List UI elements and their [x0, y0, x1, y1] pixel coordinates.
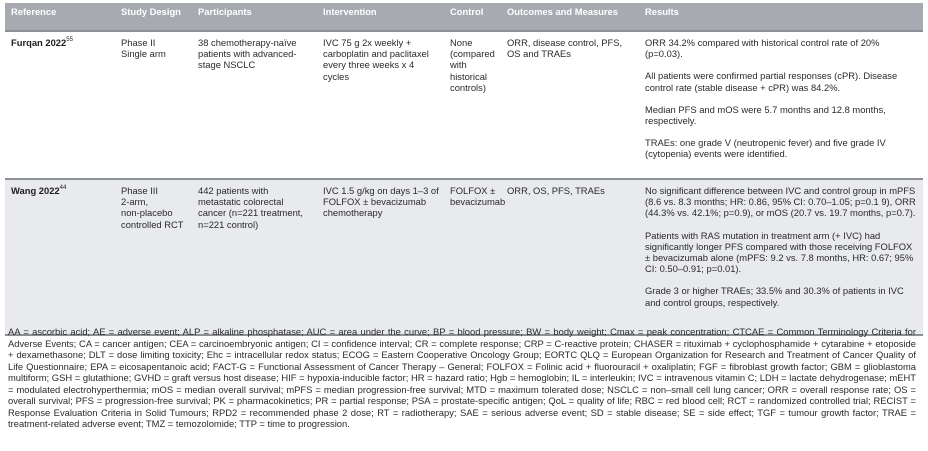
result-paragraph: TRAEs: one grade V (neutropenic fever) and five grade IV (cytopenia) events were identified. — [645, 137, 886, 160]
intervention-cell: IVC 1.5 g/kg on days 1–3 of FOLFOX ± bevacizumab chemotherapy — [317, 179, 444, 335]
header-row — [5, 3, 923, 31]
reference-name: Wang 2022 — [11, 185, 60, 196]
control-cell: None (compared with historical controls) — [444, 31, 501, 179]
col-header-intervention: Intervention — [317, 3, 444, 31]
col-header-outcomes: Outcomes and Measures — [501, 3, 639, 31]
result-paragraph: Patients with RAS mutation in treatment arm (+ IVC) had significantly longer PFS compared with those receiving FOLFOX ± bevacizumab alone (mPFS: 9.2 vs. 7.8 months, HR: 0.67; 95% CI: 0.50–0.91; p=0.01). — [645, 229, 914, 275]
reference-cell — [5, 31, 115, 179]
reference-citation: 55 — [66, 37, 73, 43]
result-paragraph: Grade 3 or higher TRAEs; 33.5% and 30.3% of patients in IVC and control groups, respectively. — [645, 285, 904, 308]
design-text: Phase III 2-arm, non-placebo controlled RCT — [121, 185, 184, 230]
col-header-results: Results — [639, 3, 923, 31]
reference-name: Furqan 2022 — [11, 37, 67, 48]
col-header-control: Control — [444, 3, 501, 31]
results-cell — [639, 179, 923, 335]
intervention-cell: IVC 75 g 2x weekly + carboplatin and paclitaxel every three weeks x 4 cycles — [317, 31, 444, 179]
design-cell — [115, 31, 192, 179]
outcomes-cell: ORR, OS, PFS, TRAEs — [501, 179, 639, 335]
outcomes-cell: ORR, disease control, PFS, OS and TRAEs — [501, 31, 639, 179]
participants-cell: 442 patients with metastatic colorectal cancer (n=221 treatment, n=221 control) — [192, 179, 317, 335]
result-paragraph: All patients were confirmed partial responses (cPR). Disease control rate (stable disease + cPR) was 84.2%. — [645, 70, 898, 93]
result-paragraph: ORR 34.2% compared with historical control rate of 20% (p=0.03). — [645, 37, 880, 60]
result-paragraph: No significant difference between IVC and control group in mPFS (8.6 vs. 8.3 months; HR: 0.86, 95% CI: 0.70–1.05; p=0.1 9), ORR (44.3% vs. 42.1%; p=0.9), or mOS (20.7 vs. 19.7 months, p=0.7). — [645, 185, 916, 219]
result-paragraph: Median PFS and mOS were 5.7 months and 12.8 months, respectively. — [645, 103, 886, 127]
studies-table — [5, 3, 923, 336]
design-text: Phase II Single arm — [121, 37, 166, 60]
participants-cell: 38 chemotherapy-naïve patients with advanced-stage NSCLC — [192, 31, 317, 179]
design-cell — [115, 179, 192, 335]
results-cell — [639, 31, 923, 179]
reference-citation: 44 — [59, 185, 67, 191]
col-header-reference: Reference — [5, 3, 115, 31]
abbreviations-footnote: AA = ascorbic acid; AE = adverse event; ALP = alkaline phosphatase; AUC = area under the curve; BP = blood pressure; BW = body weight; Cmax = peak concentration; CTCAE = Common Terminology Criteria for Adverse Events; CA = cancer antigen; CEA = carcinoembryonic antigen; CI = confidence interval; CR = complete response; CRP = C-reactive protein; CHASER = rituximab + cyclophosphamide + cytarabine + etoposide + dexamethasone; DLT = dose limiting toxicity; Ehc = intracellular redox status; ECOG = Eastern Cooperative Oncology Group; EORTC QLQ = European Organization for Research and Treatment of Cancer Quality of Life Questionnaire; EPA = eicosapentanoic acid; FACT-G = Functional Assessment of Cancer Therapy – General; FOLFOX = Folinic acid + fluorouracil + oxaliplatin; FGF = fibroblast growth factor; GBM = glioblastoma multiform; GSH = glutathione; GVHD = graft versus host disease; HIF = hypoxia-inducible factor; HR = hazard ratio; Hgb = hemoglobin; IL = interleukin; IVC = intravenous vitamin C; LDH = lactate dehydrogenase; mEHT = modulated electrohyperthermia; mOS = median overall survival; mPFS = median progression-free survival; MTD = maximum tolerated dose; NSCLC = non–small cell lung cancer; ORR = overall response rate; OS = overall survival; PFS = progression-free survival; PK = pharmacokinetics; PR = partial response; PSA = prostate-specific antigen; QoL = quality of life; RBC = red blood cell; RCT = randomized controlled trial; RECIST = Response Evaluation Criteria in Solid Tumours; RPD2 = recommended phase 2 dose; RT = radiotherapy; SAE = serious adverse event; SD = stable disease; SE = side effect; TGF = tumour growth factor; TRAE = treatment-related adverse event; TMZ = temozolomide; TTP = time to progression. — [8, 326, 916, 429]
control-cell: FOLFOX ± bevacizumab — [444, 179, 501, 335]
col-header-study-design: Study Design — [115, 3, 192, 31]
col-header-participants: Participants — [192, 3, 317, 31]
table-row — [5, 31, 923, 179]
reference-cell — [5, 179, 115, 335]
table-row — [5, 179, 923, 335]
